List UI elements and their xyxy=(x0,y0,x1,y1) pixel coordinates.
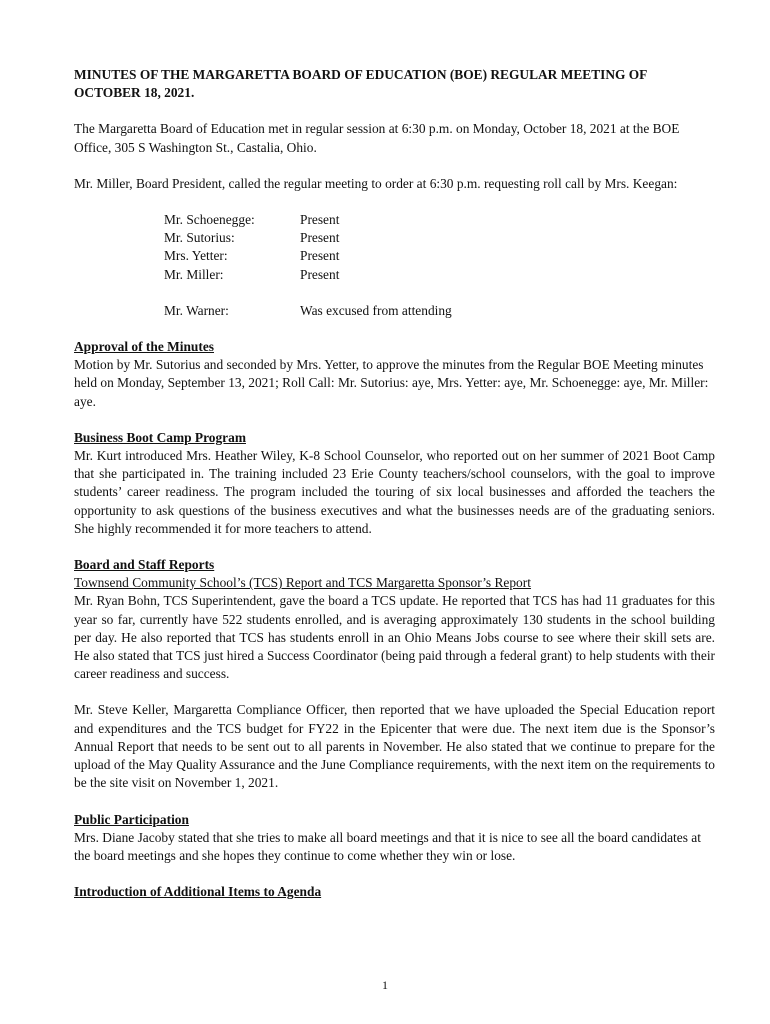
section-body: Motion by Mr. Sutorius and seconded by Mrs. Yetter, to approve the minutes from the Regular BOE Meeting minutes held on Monday, September 13, 2021; Roll Call: Mr. Sutorius: aye, Mrs. Yetter: aye, Mr. Schoenegge: aye, Mr. Miller: aye. xyxy=(74,357,709,409)
roll-call-name: Mr. Miller: xyxy=(164,266,224,282)
roll-call-row xyxy=(164,266,715,284)
section-body: Mr. Kurt introduced Mrs. Heather Wiley, K-8 School Counselor, who reported out on her summer of 2021 Boot Camp that she participated in. The training included 23 Erie County teachers/school counselors, with the goal to improve students’ career readiness. The program included the touring of six local businesses and afforded the teachers the opportunity to ask questions of the business executives and what the businesses needs are of the graduating seniors. She highly recommended it for more teachers to attend. xyxy=(74,448,715,536)
roll-call-name: Mrs. Yetter: xyxy=(164,248,228,264)
section-heading: Approval of the Minutes xyxy=(74,339,214,355)
roll-call-status: Was excused from attending xyxy=(300,302,452,318)
roll-call-row-absent xyxy=(164,302,715,320)
compliance-report-paragraph: Mr. Steve Keller, Margaretta Compliance Officer, then reported that we have uploaded the Special Education report and expenditures and the TCS budget for FY22 in the Epicenter that were due. The next item due is the Sponsor’s Annual Report that needs to be sent out to all parents in November. He also stated that we continue to prepare for the upload of the May Quality Assurance and the June Compliance requirements, with the next item on the requirements to be the site visit on November 1, 2021. xyxy=(74,702,715,791)
call-to-order-paragraph: Mr. Miller, Board President, called the regular meeting to order at 6:30 p.m. requesting roll call by Mrs. Keegan: xyxy=(74,175,678,191)
document-body xyxy=(74,66,715,919)
section-heading: Board and Staff Reports xyxy=(74,557,215,573)
intro-paragraph: The Margaretta Board of Education met in regular session at 6:30 p.m. on Monday, October 18, 2021 at the BOE Office, 305 S Washington St., Castalia, Ohio. xyxy=(74,121,680,155)
roll-call-list xyxy=(164,211,715,320)
roll-call-spacer xyxy=(164,284,715,302)
section-subheading: Townsend Community School’s (TCS) Report and TCS Margaretta Sponsor’s Report xyxy=(74,575,531,591)
section-public-participation xyxy=(74,811,715,866)
section-body: Mrs. Diane Jacoby stated that she tries to make all board meetings and that it is nice to see all the board candidates at the board meetings and she hopes they continue to come whether they win or lose. xyxy=(74,829,701,863)
roll-call-name: Mr. Sutorius: xyxy=(164,230,235,246)
roll-call-row xyxy=(164,211,715,229)
roll-call-status: Present xyxy=(300,266,340,282)
roll-call-name: Mr. Warner: xyxy=(164,302,229,318)
roll-call-status: Present xyxy=(300,230,340,246)
document-title: MINUTES OF THE MARGARETTA BOARD OF EDUCATION (BOE) REGULAR MEETING OF OCTOBER 18, 2021. xyxy=(74,67,647,101)
section-body: Mr. Ryan Bohn, TCS Superintendent, gave the board a TCS update. He reported that TCS has had 11 graduates for this year so far, currently have 522 students enrolled, and is averaging approximately 130 students in the school building per day. He also reported that TCS has students enroll in an Ohio Means Jobs course to see where their skill sets are. He also stated that TCS just hired a Success Coordinator (being paid through a federal grant) to help students with their career readiness and success. xyxy=(74,593,715,682)
page-number: 1 xyxy=(382,978,388,992)
section-additional-items xyxy=(74,883,715,901)
section-boot-camp xyxy=(74,429,715,538)
roll-call-name: Mr. Schoenegge: xyxy=(164,212,255,228)
roll-call-row xyxy=(164,229,715,247)
section-approval xyxy=(74,338,715,411)
roll-call-status: Present xyxy=(300,248,340,264)
roll-call-status: Present xyxy=(300,212,340,228)
section-heading: Public Participation xyxy=(74,811,189,827)
section-heading: Introduction of Additional Items to Agenda xyxy=(74,884,322,900)
roll-call-row xyxy=(164,247,715,265)
section-heading: Business Boot Camp Program xyxy=(74,429,246,445)
section-reports xyxy=(74,556,715,683)
